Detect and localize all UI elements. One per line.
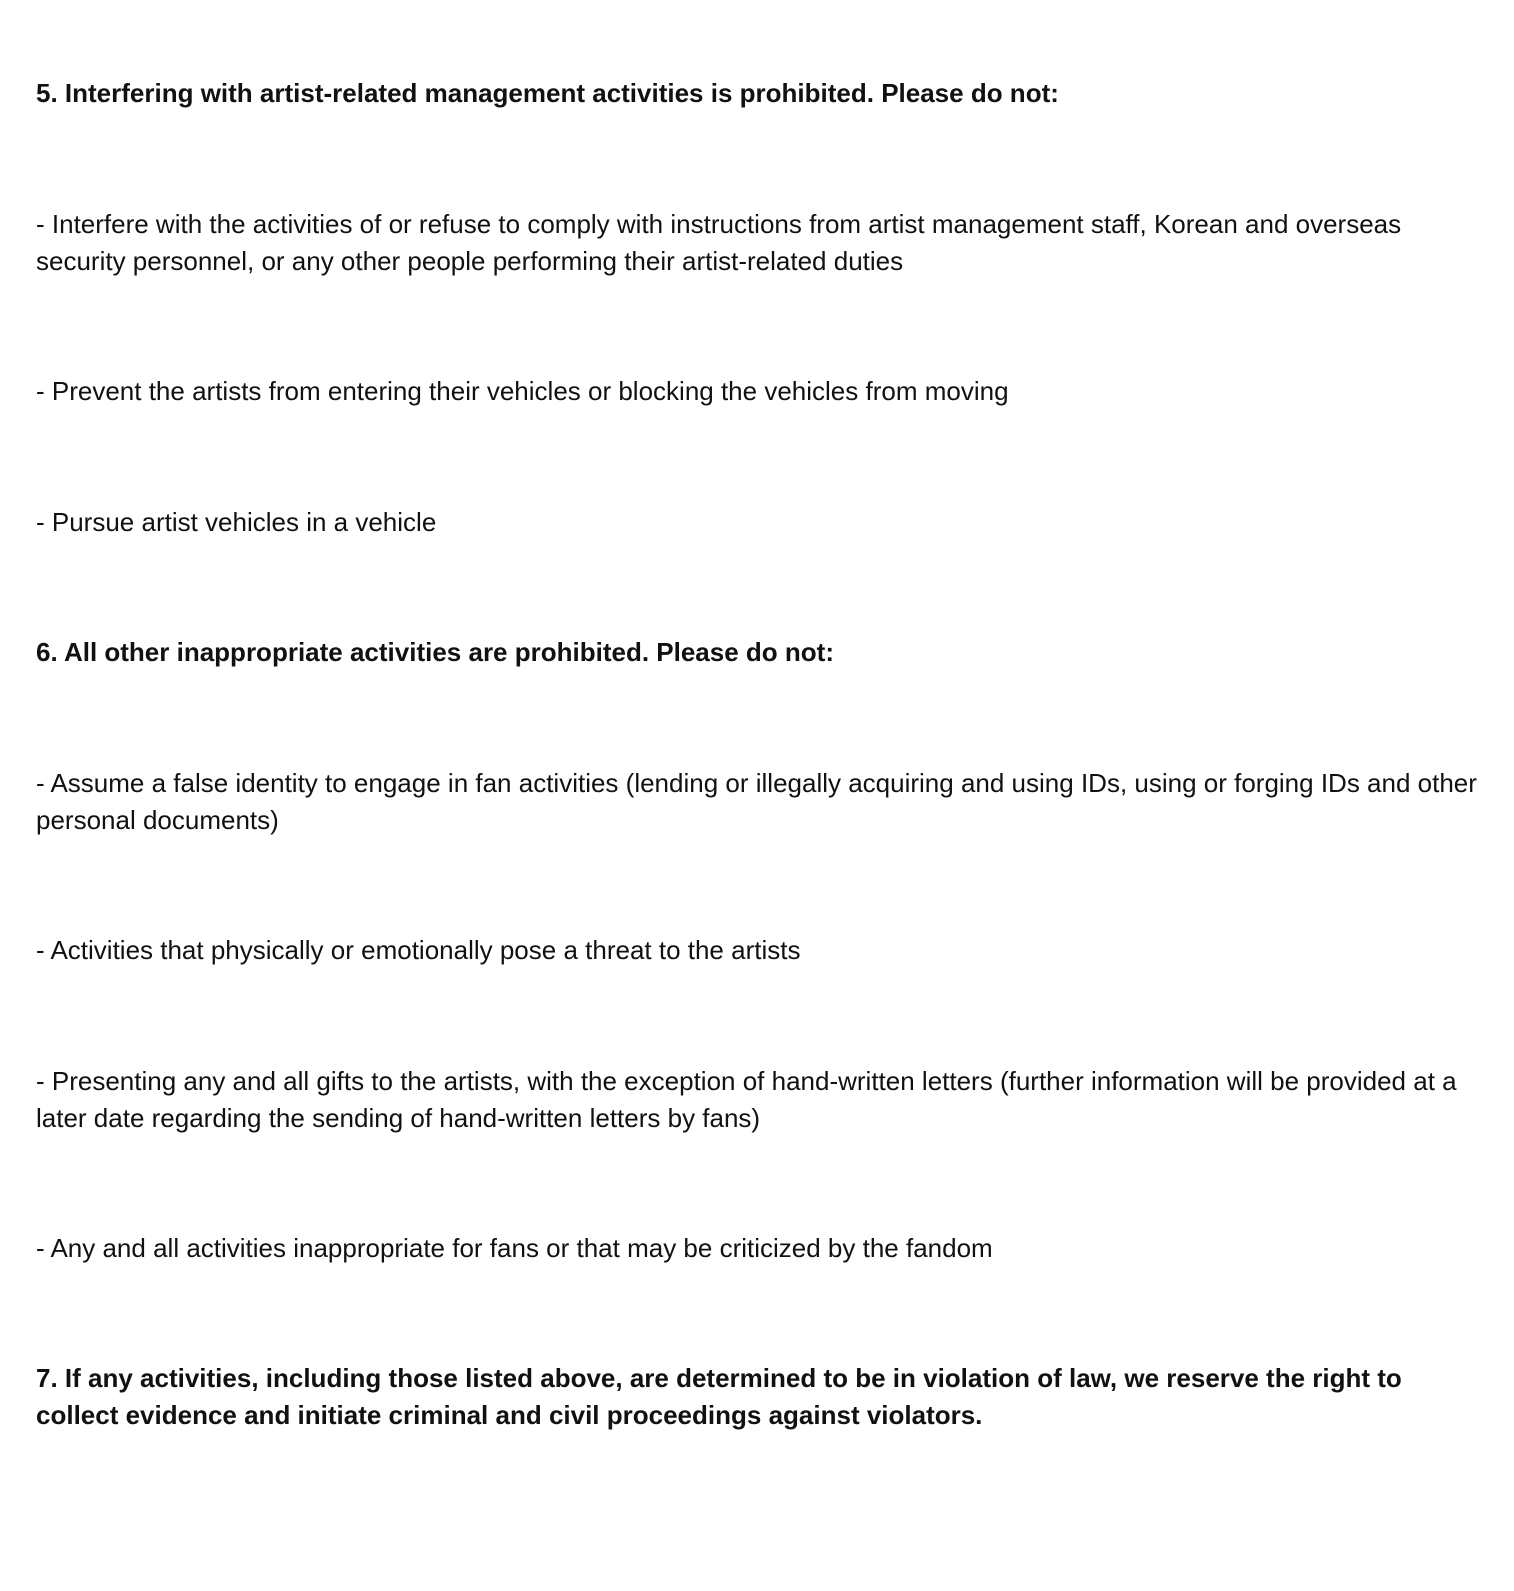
section-6-item-4: - Any and all activities inappropriate for fans or that may be criticized by the fandom <box>36 1233 993 1263</box>
section-6-item-1: - Assume a false identity to engage in fan activities (lending or illegally acquiring and using IDs, using or forging IDs and other personal documents) <box>36 768 1477 835</box>
section-6-heading: 6. All other inappropriate activities are prohibited. Please do not: <box>36 637 834 667</box>
section-5-item-3: - Pursue artist vehicles in a vehicle <box>36 507 437 537</box>
section-5-item-2: - Prevent the artists from entering their vehicles or blocking the vehicles from moving <box>36 376 1009 406</box>
section-5-heading: 5. Interfering with artist-related management activities is prohibited. Please do not: <box>36 78 1059 108</box>
section-5-item-1: - Interfere with the activities of or refuse to comply with instructions from artist management staff, Korean and overseas security personnel, or any other people performing their artist-related duties <box>36 209 1402 276</box>
section-6-item-3: - Presenting any and all gifts to the artists, with the exception of hand-written letters (further information will be provided at a later date regarding the sending of hand-written letters by fans) <box>36 1066 1457 1133</box>
section-7-heading: 7. If any activities, including those listed above, are determined to be in violation of law, we reserve the right to collect evidence and initiate criminal and civil proceedings against violators. <box>36 1363 1402 1430</box>
section-6-item-2: - Activities that physically or emotionally pose a threat to the artists <box>36 935 801 965</box>
